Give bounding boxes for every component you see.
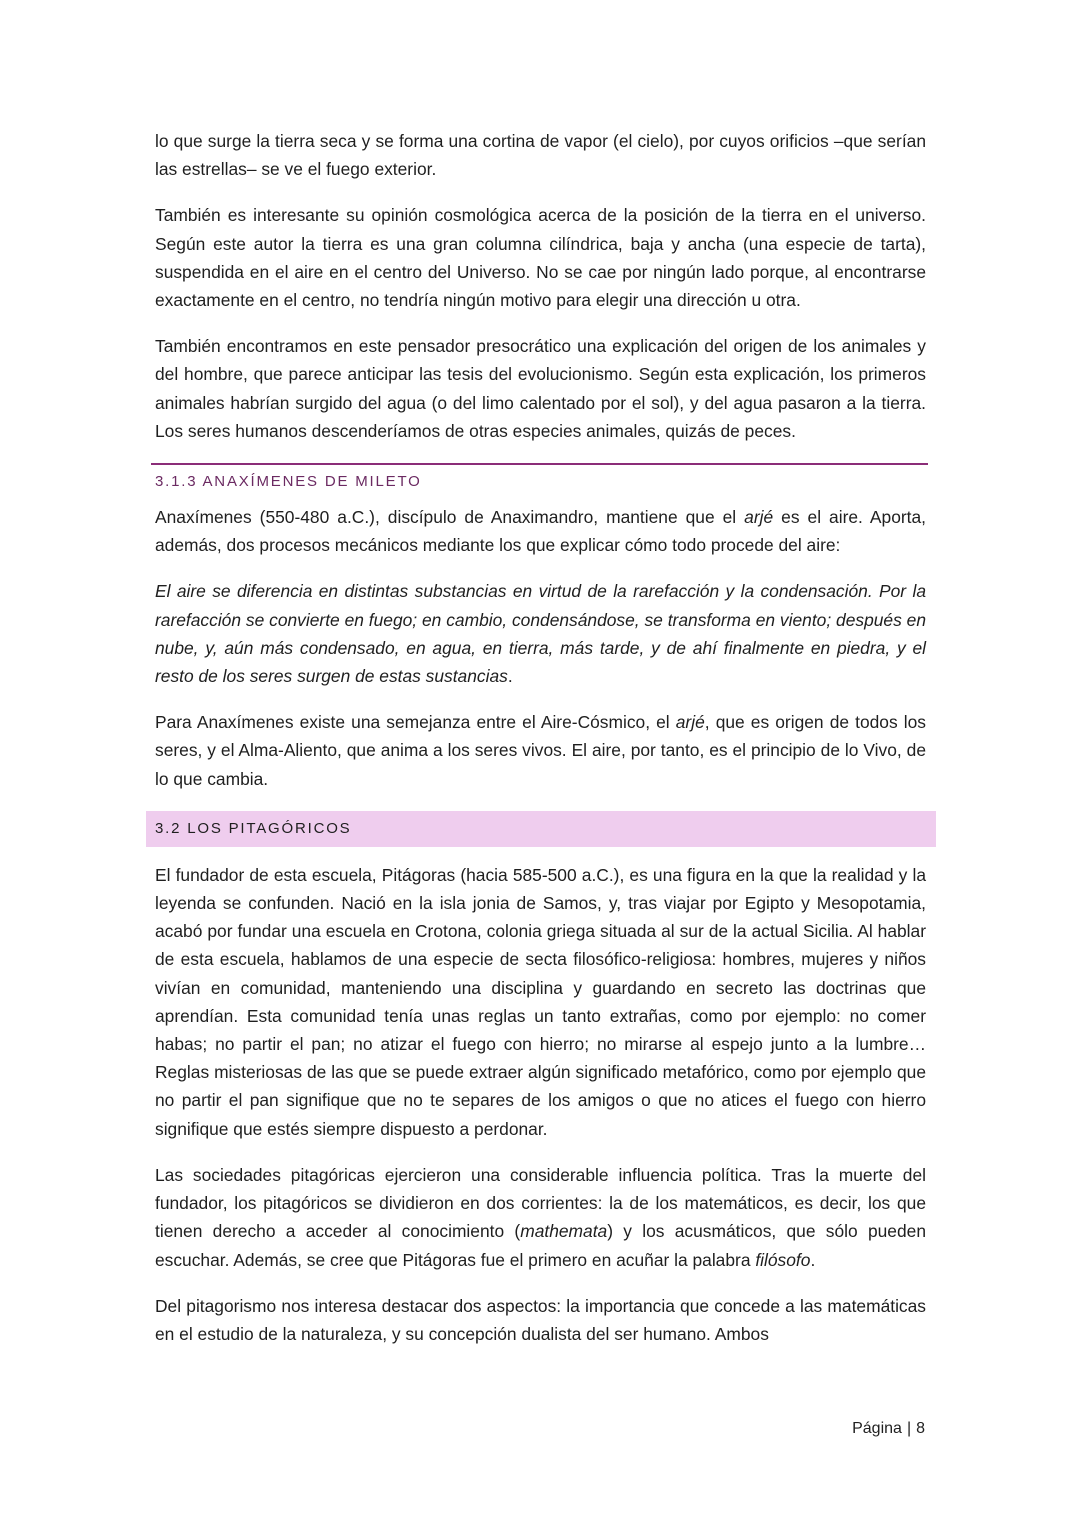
text-run: es el aire. Aporta, además, dos procesos mecánicos mediante los que explicar cómo todo procede del aire:: [155, 507, 926, 556]
paragraph: [155, 708, 926, 793]
text-run: , que es origen de todos los seres, y el Alma-Aliento, que anima a los seres vivos. El aire, por tanto, es el principio de lo Vivo, de lo que cambia.: [155, 712, 926, 789]
emphasis-text: filósofo: [755, 1249, 811, 1270]
quote-paragraph: [155, 577, 926, 690]
subsection-heading-block: [151, 463, 928, 495]
paragraph: También encontramos en este pensador presocrático una explicación del origen de los animales y del hombre, que parece anticipar las tesis del evolucionismo. Según esta explicación, los primeros animales habrían surgido del agua (o del limo calentado por el sol), y del agua pasaron a la tierra. Los seres humanos descenderíamos de otras especies animales, quizás de peces.: [155, 336, 926, 441]
text-run: Para Anaxímenes existe una semejanza entre el Aire-Cósmico, el: [155, 712, 676, 733]
quote-text: El aire se diferencia en distintas substancias en virtud de la rarefacción y la condensación. Por la rarefacción se convierte en fuego; en cambio, condensándose, se transforma en viento; después en nube, y, aún más condensado, en agua, en tierra, más tarde, y de ahí finalmente en piedra, y el resto de los seres surgen de estas sustancias: [155, 581, 926, 687]
paragraph: lo que surge la tierra seca y se forma una cortina de vapor (el cielo), por cuyos orificios –que serían las estrellas– se ve el fuego exterior.: [155, 131, 926, 180]
emphasis-text: mathemata: [520, 1221, 608, 1242]
page-number: 8: [916, 1420, 925, 1437]
text-run: .: [507, 666, 513, 687]
page-footer: [852, 1420, 925, 1438]
emphasis-text: arjé: [744, 507, 774, 528]
paragraph: [155, 1161, 926, 1274]
paragraph: Del pitagorismo nos interesa destacar dos aspectos: la importancia que concede a las matemáticas en el estudio de la naturaleza, y su concepción dualista del ser humano. Ambos: [155, 1295, 926, 1344]
text-run: Las sociedades pitagóricas ejercieron una considerable influencia política. Tras la muerte del fundador, los pitagóricos se dividieron en dos corrientes: la de los matemáticos, es decir, los que tienen derecho a acceder al conocimiento (: [155, 1164, 926, 1242]
page-label: Página: [852, 1420, 902, 1437]
text-run: Anaxímenes (550-480 a.C.), discípulo de Anaximandro, mantiene que el: [155, 507, 745, 528]
page-content: [155, 127, 926, 1366]
page-separator: |: [906, 1420, 912, 1437]
emphasis-text: arjé: [675, 712, 705, 733]
text-run: .: [810, 1249, 816, 1270]
paragraph: El fundador de esta escuela, Pitágoras (hacia 585-500 a.C.), es una figura en la que la realidad y la leyenda se confunden. Nació en la isla jonia de Samos, y, tras viajar por Egipto y Mesopotamia, acabó por fundar una escuela en Crotona, colonia griega situada al sur de la actual Sicilia. Al hablar de esta escuela, hablamos de una especie de secta filosófico-religiosa: hombres, mujeres y niños vivían en comunidad, manteniendo una disciplina y guardando en secreto las doctrinas que aprendían. Esta comunidad tenía unas reglas un tanto extrañas, como por ejemplo: no comer habas; no partir el pan; no atizar el fuego con hierro; no mirarse al espejo junto a la lumbre… Reglas misteriosas de las que se puede extraer algún significado metafórico, como por ejemplo que no partir el pan signifique que no te separes de los amigos o que no atices el fuego con hierro signifique que estés siempre dispuesto a perdonar.: [155, 864, 926, 1139]
subsection-heading: 3.1.3 ANAXÍMENES DE MILETO: [155, 473, 422, 491]
section-heading: 3.2 LOS PITAGÓRICOS: [146, 811, 936, 847]
paragraph: [155, 503, 926, 559]
text-run: ) y los acusmáticos, que sólo pueden escuchar. Además, se cree que Pitágoras fue el primero en acuñar la palabra: [155, 1221, 926, 1270]
paragraph: También es interesante su opinión cosmológica acerca de la posición de la tierra en el universo. Según este autor la tierra es una gran columna cilíndrica, baja y ancha (una especie de tarta), suspendida en el aire en el centro del Universo. No se cae por ningún lado porque, al encontrarse exactamente en el centro, no tendría ningún motivo para elegir una dirección u otra.: [155, 205, 926, 311]
